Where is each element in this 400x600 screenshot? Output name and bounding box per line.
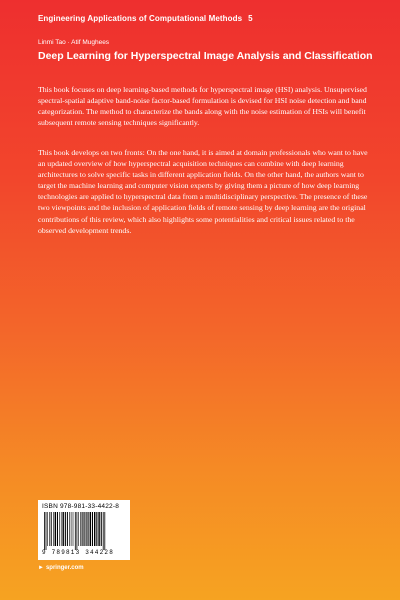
book-authors: Linmi Tao · Atif Mughees bbox=[38, 39, 110, 46]
barcode-digits: 9 789813 344228 bbox=[42, 549, 115, 556]
barcode-bar bbox=[49, 512, 50, 546]
barcode-bar bbox=[55, 512, 56, 546]
barcode-bar bbox=[65, 512, 66, 546]
barcode-bar bbox=[94, 512, 95, 546]
barcode-bar bbox=[46, 512, 47, 550]
series-title bbox=[38, 14, 253, 23]
barcode-bar bbox=[63, 512, 64, 546]
barcode-bar bbox=[80, 512, 81, 546]
barcode-icon bbox=[42, 512, 126, 550]
arrow-icon: ► bbox=[38, 565, 44, 571]
barcode-bar bbox=[98, 512, 99, 546]
barcode-bar bbox=[101, 512, 102, 546]
series-name: Engineering Applications of Computational Methods bbox=[38, 14, 243, 23]
barcode-bar bbox=[78, 512, 79, 546]
barcode-bar bbox=[57, 512, 58, 546]
barcode-bar bbox=[84, 512, 85, 546]
barcode-bar bbox=[90, 512, 91, 546]
barcode-bar bbox=[67, 512, 68, 546]
publisher-url: springer.com bbox=[45, 565, 84, 571]
barcode-bar bbox=[44, 512, 45, 550]
barcode-bar bbox=[73, 512, 74, 546]
barcode-bar bbox=[71, 512, 72, 546]
barcode-bar bbox=[88, 512, 89, 546]
barcode-bar bbox=[92, 512, 93, 546]
description-paragraph-1: This book focuses on deep learning-based methods for hyperspectral image (HSI) analysis. Unsupervised spectral-spatial adaptive band-noise factor-based formulation is devised for HSI noise detection and band categorization. The method to characterize the bands along with the noise estimation of HSIs will benefit subsequent remote sensing techniques significantly. bbox=[38, 85, 367, 128]
barcode-bar bbox=[103, 512, 104, 550]
barcode-bar bbox=[59, 512, 60, 546]
barcode-bar bbox=[47, 512, 48, 546]
barcode-bar bbox=[96, 512, 97, 546]
barcode-bar bbox=[86, 512, 87, 546]
series-volume: 5 bbox=[248, 14, 253, 23]
barcode-bar bbox=[104, 512, 105, 550]
description-paragraph-2: This book develops on two fronts: On the one hand, it is aimed at domain professionals who want to have an updated overview of how hyperspectral acquisition techniques can combine with deep learning architectures to solve specific tasks in different application fields. On the other hand, the authors want to target the machine learning and computer vision experts by giving them a picture of how deep learning technologies are applied to hyperspectral data from a multidisciplinary perspective. The presence of these two viewpoints and the inclusion of application fields of remote sensing by deep learning are the original contributions of this review, which also highlights some potentialities and critical issues related to the observed development trends. bbox=[38, 148, 368, 235]
barcode-bar bbox=[51, 512, 52, 546]
barcode-bar bbox=[77, 512, 78, 550]
book-title: Deep Learning for Hyperspectral Image Analysis and Classification bbox=[38, 50, 373, 62]
barcode-bar bbox=[82, 512, 83, 546]
barcode-bar bbox=[75, 512, 76, 550]
barcode-bar bbox=[61, 512, 62, 546]
isbn-number: ISBN 978-981-33-4422-8 bbox=[42, 503, 120, 510]
barcode-bar bbox=[69, 512, 70, 546]
barcode-bar bbox=[53, 512, 54, 546]
barcode-panel bbox=[38, 500, 130, 560]
publisher-link[interactable] bbox=[38, 565, 84, 571]
